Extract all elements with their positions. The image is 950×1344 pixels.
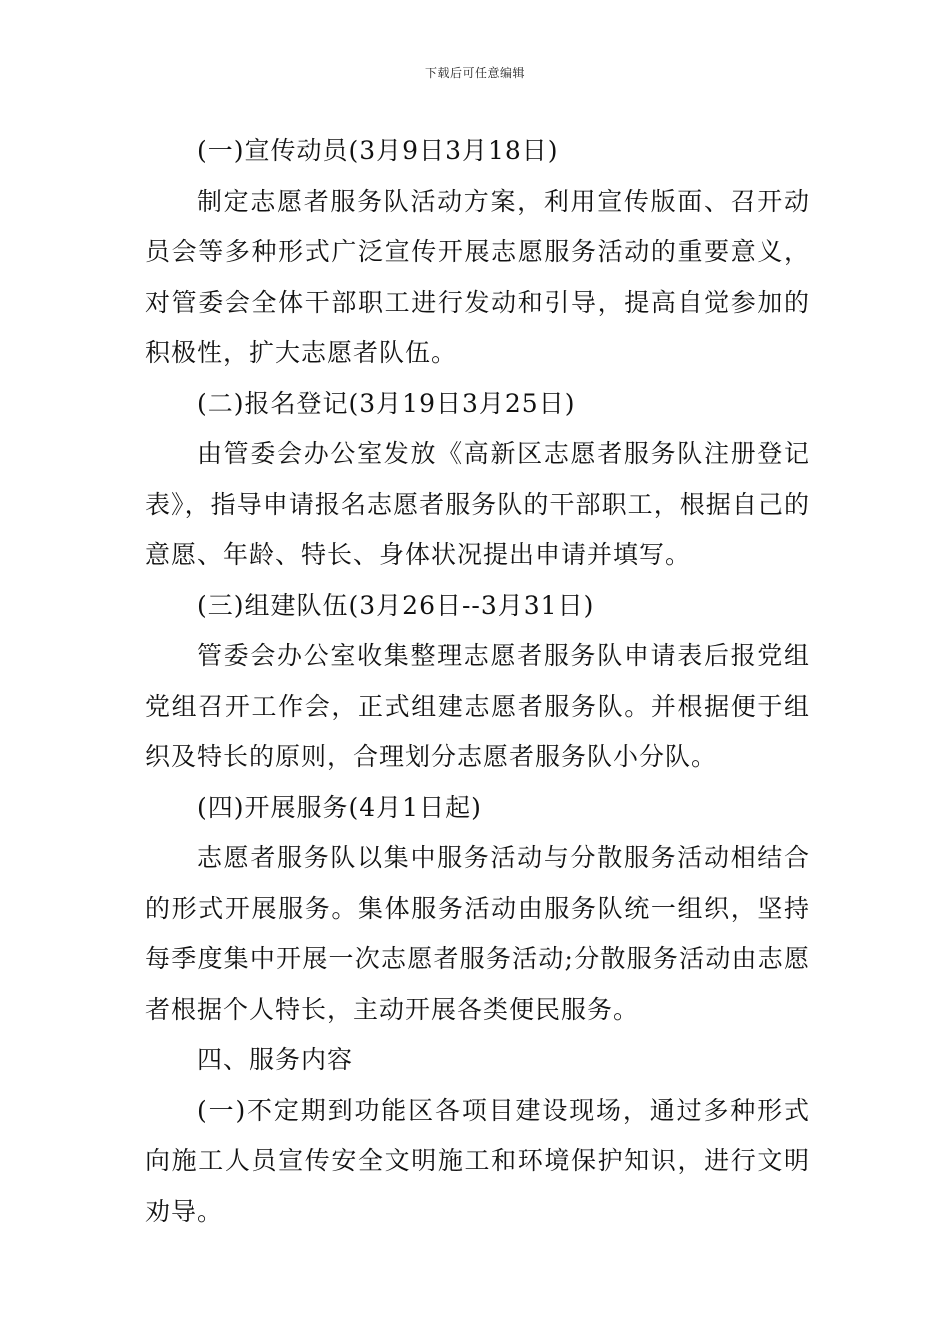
section-heading-service: (四)开展服务(4月1日起) xyxy=(197,792,482,822)
section-heading-service-content: 四、服务内容 xyxy=(197,1045,354,1074)
section-heading-registration: (二)报名登记(3月19日3月25日) xyxy=(197,388,576,418)
section-heading-team-building: (三)组建队伍(3月26日--3月31日) xyxy=(197,590,595,620)
paragraph-service-content-1: (一)不定期到功能区各项目建设现场，通过多种形式向施工人员宣传安全文明施工和环境保护知识，进行文明劝导。 xyxy=(145,1095,810,1226)
paragraph-publicity: 制定志愿者服务队活动方案，利用宣传版面、召开动员会等多种形式广泛宣传开展志愿服务活动的重要意义，对管委会全体干部职工进行发动和引导，提高自觉参加的积极性，扩大志愿者队伍。 xyxy=(145,186,810,367)
section-heading-publicity: (一)宣传动员(3月9日3月18日) xyxy=(197,136,559,165)
paragraph-service: 志愿者服务队以集中服务活动与分散服务活动相结合的形式开展服务。集体服务活动由服务队统一组织，坚持每季度集中开展一次志愿者服务活动;分散服务活动由志愿者根据个人特长，主动开展各类便民服务。 xyxy=(145,843,810,1024)
document-body xyxy=(145,126,810,1237)
paragraph-team-building: 管委会办公室收集整理志愿者服务队申请表后报党组党组召开工作会，正式组建志愿者服务队。并根据便于组织及特长的原则，合理划分志愿者服务队小分队。 xyxy=(145,641,810,771)
paragraph-registration: 由管委会办公室发放《高新区志愿者服务队注册登记表》，指导申请报名志愿者服务队的干部职工，根据自己的意愿、年龄、特长、身体状况提出申请并填写。 xyxy=(145,439,810,569)
page-header: 下载后可任意编辑 xyxy=(424,66,525,80)
